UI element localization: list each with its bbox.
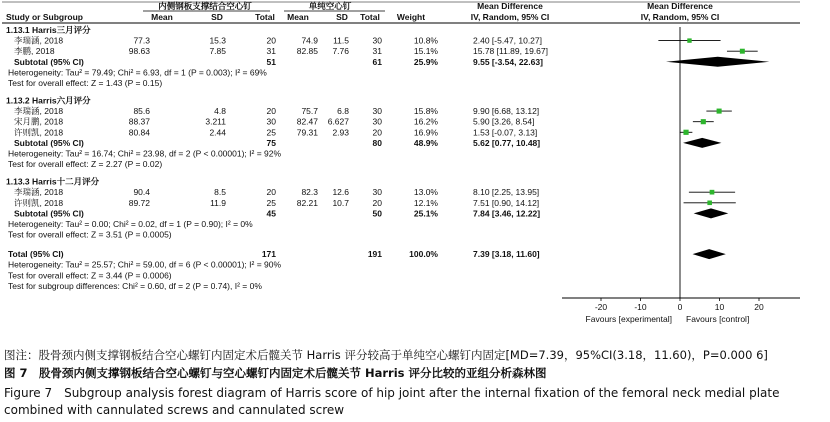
subtotal-diamond	[666, 57, 769, 67]
subtotal-weight: 25.1%	[413, 208, 438, 219]
subtotal-n2: 61	[372, 56, 382, 67]
study-weight: 15.8%	[413, 106, 438, 117]
study-weight: 15.1%	[413, 46, 438, 57]
subtotal-weight: 48.9%	[413, 137, 438, 148]
study-sd1: 3.211	[205, 116, 226, 127]
study-sd1: 7.85	[209, 46, 226, 57]
study-n2: 20	[372, 197, 382, 208]
subgroup-overall-effect: Test for overall effect: Z = 2.27 (P = 0.02)	[8, 159, 163, 170]
study-n2: 30	[372, 35, 382, 46]
study-ci: 7.51 [0.90, 14.12]	[473, 197, 540, 208]
study-name: 李鹏, 2018	[14, 46, 55, 57]
study-mean2: 82.85	[296, 46, 318, 57]
x-tick-label: 0	[677, 302, 683, 312]
total-overall-effect: Test for overall effect: Z = 3.44 (P = 0.0006)	[8, 270, 172, 281]
total-n1: 171	[261, 249, 276, 260]
study-n2: 30	[372, 187, 382, 198]
subgroup-title: 1.13.2 Harris六月评分	[6, 95, 91, 106]
col-sd2: SD	[336, 12, 348, 22]
study-mean2: 75.7	[301, 106, 318, 117]
total-weight: 100.0%	[409, 249, 438, 260]
study-point	[717, 109, 722, 114]
favours-control-label: Favours [control]	[686, 314, 750, 324]
study-mean1: 77.3	[133, 35, 150, 46]
subtotal-label: Subtotal (95% CI)	[14, 56, 84, 67]
subgroup-overall-effect: Test for overall effect: Z = 3.51 (P = 0.0005)	[8, 229, 172, 240]
col-mean2: Mean	[287, 12, 309, 22]
study-sd1: 2.44	[209, 127, 226, 138]
study-n2: 30	[372, 116, 382, 127]
study-name: 许则凯, 2018	[14, 127, 64, 138]
study-sd2: 10.7	[332, 197, 349, 208]
study-weight: 10.8%	[413, 35, 438, 46]
md-title-plot: Mean Difference	[647, 1, 713, 11]
subgroup-heterogeneity: Heterogeneity: Tau² = 79.49; Chi² = 6.93, df = 1 (P = 0.003); I² = 69%	[8, 67, 267, 78]
col-weight: Weight	[396, 12, 426, 22]
study-n1: 25	[266, 197, 276, 208]
x-tick-label: 20	[754, 302, 764, 312]
study-ci: 8.10 [2.25, 13.95]	[473, 187, 540, 198]
study-point	[740, 49, 745, 54]
study-mean1: 88.37	[128, 116, 150, 127]
caption-note: 图注：股骨颈内侧支撑钢板结合空心螺钉内固定术后髋关节 Harris 评分较高于单纯空心螺钉内固定[MD=7.39，95%CI(3.18，11.60)，P=0.000 6]	[4, 348, 768, 362]
col-sd1: SD	[211, 12, 223, 22]
study-n1: 30	[266, 116, 276, 127]
study-weight: 13.0%	[413, 187, 438, 198]
study-mean1: 80.84	[128, 127, 150, 138]
x-tick-label: 10	[714, 302, 725, 312]
caption-cn-title: 图 7 股骨颈内侧支撑钢板结合空心螺钉与空心螺钉内固定术后髋关节 Harris 评分比较的亚组分析森林图	[4, 366, 547, 380]
subtotal-diamond	[683, 138, 721, 148]
study-sd2: 6.8	[337, 106, 349, 117]
study-weight: 12.1%	[413, 197, 438, 208]
study-sd2: 12.6	[332, 187, 349, 198]
study-name: 李瑞涵, 2018	[14, 106, 64, 117]
col-study: Study or Subgroup	[6, 12, 83, 22]
subtotal-n2: 80	[372, 137, 382, 148]
study-mean1: 90.4	[133, 187, 150, 198]
study-mean2: 79.31	[296, 127, 318, 138]
study-point	[687, 38, 691, 42]
subtotal-weight: 25.9%	[413, 56, 438, 67]
study-mean1: 98.63	[128, 46, 150, 57]
study-name: 李瑞涵, 2018	[14, 35, 64, 46]
subtotal-n1: 75	[266, 137, 276, 148]
study-mean1: 85.6	[133, 106, 150, 117]
col-total2: Total	[360, 12, 380, 22]
study-ci: 2.40 [-5.47, 10.27]	[473, 35, 542, 46]
subtotal-label: Subtotal (95% CI)	[14, 208, 84, 219]
study-mean2: 74.9	[301, 35, 318, 46]
study-sd1: 4.8	[214, 106, 226, 117]
subtotal-label: Subtotal (95% CI)	[14, 137, 84, 148]
col-ci: IV, Random, 95% CI	[470, 12, 550, 22]
x-tick-label: -10	[634, 302, 647, 312]
subtotal-diamond	[694, 208, 729, 218]
total-label: Total (95% CI)	[8, 249, 64, 260]
study-n2: 20	[372, 127, 382, 138]
x-tick-label: -20	[594, 302, 608, 312]
total-heterogeneity: Heterogeneity: Tau² = 25.57; Chi² = 59.00, df = 6 (P < 0.00001); I² = 90%	[8, 259, 282, 270]
study-mean2: 82.47	[296, 116, 318, 127]
subtotal-ci: 5.62 [0.77, 10.48]	[473, 137, 541, 148]
study-point	[683, 130, 688, 135]
subgroup-title: 1.13.3 Harris十二月评分	[6, 176, 100, 187]
study-n1: 20	[266, 35, 276, 46]
study-mean2: 82.3	[301, 187, 318, 198]
study-sd2: 11.5	[333, 35, 349, 46]
subgroup-heterogeneity: Heterogeneity: Tau² = 16.74; Chi² = 23.98, df = 2 (P < 0.00001); I² = 92%	[8, 148, 282, 159]
subtotal-n1: 51	[266, 56, 276, 67]
study-sd1: 11.9	[210, 197, 226, 208]
col-mean1: Mean	[151, 12, 173, 22]
col-total1: Total	[255, 12, 275, 22]
subgroup-heterogeneity: Heterogeneity: Tau² = 0.00; Chi² = 0.02, df = 1 (P = 0.90); I² = 0%	[8, 218, 253, 229]
group2-header: 单纯空心钉	[308, 1, 352, 11]
study-sd1: 8.5	[214, 187, 226, 198]
subgroup-overall-effect: Test for overall effect: Z = 1.43 (P = 0.15)	[8, 78, 163, 88]
caption-en-title: Figure 7 Subgroup analysis forest diagram of Harris score of hip joint after the internal fixation of the femoral neck medial plate combined with cannulated screws and cannulated screw	[4, 386, 780, 417]
total-n2: 191	[367, 249, 382, 260]
study-name: 李瑞涵, 2018	[14, 187, 64, 198]
subtotal-ci: 9.55 [-3.54, 22.63]	[473, 56, 543, 67]
study-point	[710, 190, 715, 195]
study-point	[701, 119, 706, 124]
group1-header: 内侧钢板支撑结合空心钉	[158, 1, 252, 11]
study-n1: 31	[266, 46, 276, 57]
total-ci: 7.39 [3.18, 11.60]	[473, 249, 540, 260]
subtotal-n1: 45	[266, 208, 276, 219]
study-name: 许则凯, 2018	[14, 197, 64, 208]
total-diamond	[693, 249, 726, 259]
study-ci: 9.90 [6.68, 13.12]	[473, 106, 540, 117]
study-weight: 16.2%	[413, 116, 438, 127]
study-ci: 1.53 [-0.07, 3.13]	[473, 127, 538, 138]
col-ci-plot: IV, Random, 95% CI	[640, 12, 720, 22]
study-n1: 20	[266, 187, 276, 198]
study-n1: 20	[266, 106, 276, 117]
study-ci: 5.90 [3.26, 8.54]	[473, 116, 535, 127]
study-n2: 30	[372, 106, 382, 117]
study-mean1: 89.72	[128, 197, 150, 208]
study-sd2: 7.76	[332, 46, 349, 57]
study-ci: 15.78 [11.89, 19.67]	[473, 46, 548, 57]
study-mean2: 82.21	[296, 197, 318, 208]
study-sd2: 6.627	[327, 116, 349, 127]
study-name: 宋月鹏, 2018	[14, 116, 64, 127]
study-sd2: 2.93	[332, 127, 349, 138]
subgroup-title: 1.13.1 Harris三月评分	[6, 25, 91, 35]
subgroup-differences: Test for subgroup differences: Chi² = 0.60, df = 2 (P = 0.74), I² = 0%	[8, 280, 262, 291]
study-sd1: 15.3	[209, 35, 226, 46]
study-point	[707, 200, 712, 205]
subtotal-n2: 50	[372, 208, 382, 219]
study-weight: 16.9%	[413, 127, 438, 138]
md-title-table: Mean Difference	[477, 1, 543, 11]
study-n2: 31	[372, 46, 382, 57]
study-n1: 25	[266, 127, 276, 138]
favours-experimental-label: Favours [experimental]	[585, 314, 672, 324]
subtotal-ci: 7.84 [3.46, 12.22]	[473, 208, 541, 219]
